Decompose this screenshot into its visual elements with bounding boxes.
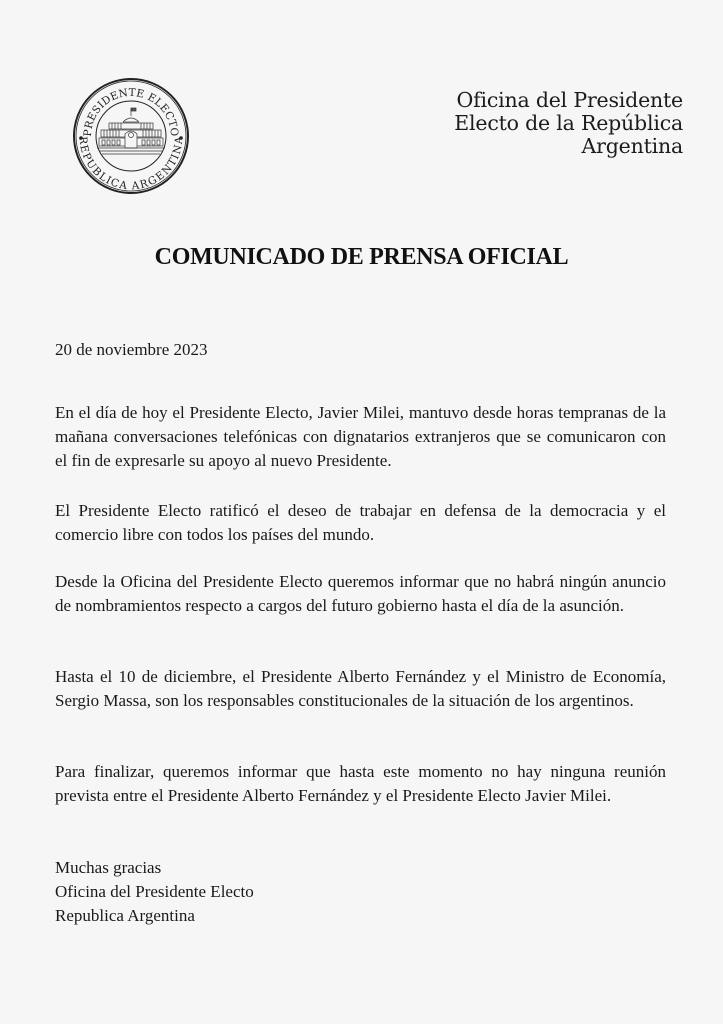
- document-date: 20 de noviembre 2023: [55, 340, 208, 359]
- closing-signature: [55, 856, 254, 928]
- closing-office: Oficina del Presidente Electo: [55, 882, 254, 901]
- paragraph-2: El Presidente Electo ratificó el deseo de trabajar en defensa de la democracia y el comercio libre con todos los países del mundo.: [55, 501, 666, 544]
- paragraph-1: En el día de hoy el Presidente Electo, Javier Milei, mantuvo desde horas tempranas de la mañana conversaciones telefónicas con dignatarios extranjeros que se comunicaron con el fin de expresarle su apoyo al nuevo Presidente.: [55, 403, 666, 470]
- closing-country: Republica Argentina: [55, 906, 195, 925]
- svg-text:PRESIDENTE ELECTO: PRESIDENTE ELECTO: [81, 86, 181, 137]
- presidente-electo-seal: [71, 76, 191, 196]
- closing-thanks: Muchas gracias: [55, 858, 162, 877]
- seal-emblem-icon: [71, 76, 191, 196]
- svg-text:REPUBLICA ARGENTINA: REPUBLICA ARGENTINA: [76, 136, 186, 193]
- office-title-line-2: Electo de la República: [454, 111, 683, 135]
- document-title: COMUNICADO DE PRENSA OFICIAL: [154, 244, 569, 270]
- office-title-line-3: Argentina: [581, 134, 683, 158]
- office-title: [454, 89, 683, 158]
- paragraph-4: Hasta el 10 de diciembre, el Presidente Alberto Fernández y el Ministro de Economía, Sergio Massa, son los responsables constitucionales de la situación de los argentinos.: [55, 667, 666, 710]
- paragraph-5: Para finalizar, queremos informar que hasta este momento no hay ninguna reunión prevista entre el Presidente Alberto Fernández y el Presidente Electo Javier Milei.: [55, 762, 666, 805]
- paragraph-3: Desde la Oficina del Presidente Electo queremos informar que no habrá ningún anuncio de nombramientos respecto a cargos del futuro gobierno hasta el día de la asunción.: [55, 572, 666, 615]
- office-title-line-1: Oficina del Presidente: [456, 88, 683, 112]
